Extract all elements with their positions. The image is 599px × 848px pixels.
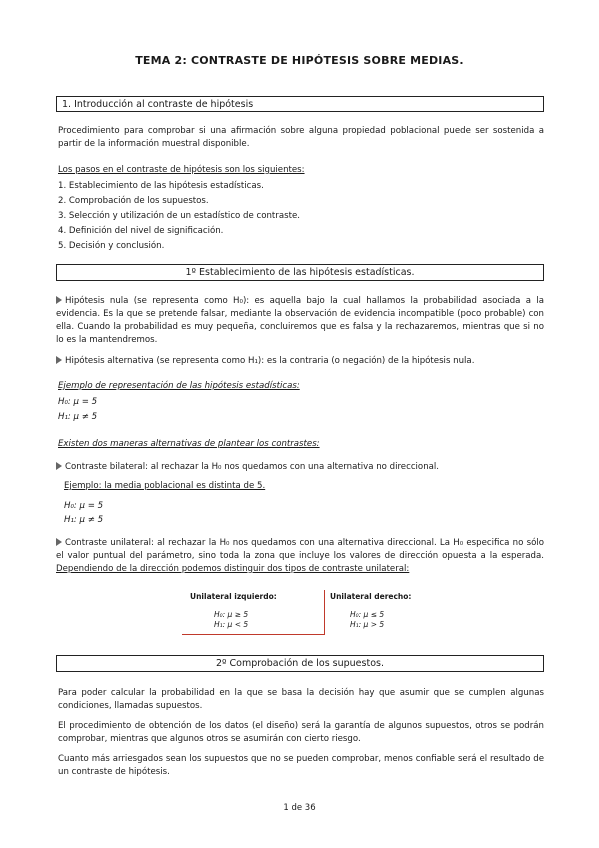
step-item: 5. Decisión y conclusión. [58,241,165,251]
h1-paragraph [56,355,544,368]
h1-text: Hipótesis alternativa (se representa como H₁): es la contraria (o negación) de la hipótesis nula. [65,356,475,366]
example-h1: H₁: μ ≠ 5 [58,412,98,422]
unilateral-left-h0: H₀: μ ≥ 5 [214,610,249,619]
unilateral-left-panel [182,590,325,635]
ways-heading: Existen dos maneras alternativas de plantear los contrastes: [58,439,320,449]
page-number: 1 de 36 [283,803,316,813]
triangle-bullet-icon [56,356,62,364]
triangle-bullet-icon [56,538,62,546]
unilateral-text: Contraste unilateral: al rechazar la H₀ nos quedamos con una alternativa direccional. La H₀ especifica no sólo el valor puntual del parámetro, sino toda la zona que incluye los valores de dirección opuesta a la esperada. [56,538,544,561]
bilateral-h0: H₀: μ = 5 [64,501,104,511]
bilateral-h1: H₁: μ ≠ 5 [64,515,104,525]
steps-heading: Los pasos en el contraste de hipótesis son los siguientes: [58,165,305,175]
step-item: 1. Establecimiento de las hipótesis estadísticas. [58,181,264,191]
example-heading: Ejemplo de representación de las hipótesis estadísticas: [58,381,300,391]
step-item: 3. Selección y utilización de un estadístico de contraste. [58,211,300,221]
section-heading-assumptions: 2º Comprobación de los supuestos. [56,655,544,672]
bilateral-paragraph [56,461,544,474]
unilateral-right-h1: H₁: μ > 5 [350,620,385,629]
bilateral-text: Contraste bilateral: al rechazar la H₀ nos quedamos con una alternativa no direccional. [65,462,440,472]
unilateral-right-panel [330,590,470,634]
triangle-bullet-icon [56,296,62,304]
unilateral-paragraph [56,537,544,576]
intro-paragraph: Procedimiento para comprobar si una afirmación sobre alguna propiedad poblacional puede ser sostenida a partir de la información muestral disponible. [58,126,544,149]
bilateral-example: Ejemplo: la media poblacional es distinta de 5. [64,481,266,491]
assumptions-paragraph-3: Cuanto más arriesgados sean los supuestos que no se pueden comprobar, menos confiable será el resultado de un contraste de hipótesis. [58,754,544,777]
triangle-bullet-icon [56,462,62,470]
step-item: 4. Definición del nivel de significación. [58,226,224,236]
unilateral-text-underlined: Dependiendo de la dirección podemos distinguir dos tipos de contraste unilateral: [56,564,410,574]
section-heading-hypotheses: 1º Establecimiento de las hipótesis estadísticas. [56,264,544,281]
section-heading-intro: 1. Introducción al contraste de hipótesis [56,96,544,112]
h0-paragraph [56,295,544,347]
unilateral-right-title: Unilateral derecho: [330,592,412,601]
step-item: 2. Comprobación de los supuestos. [58,196,209,206]
unilateral-right-h0: H₀: μ ≤ 5 [350,610,385,619]
document-title: TEMA 2: CONTRASTE DE HIPÓTESIS SOBRE MEDIAS. [135,54,464,67]
assumptions-paragraph-1: Para poder calcular la probabilidad en la que se basa la decisión hay que asumir que se cumplen algunas condiciones, llamadas supuestos. [58,688,544,711]
unilateral-left-h1: H₁: μ < 5 [214,620,249,629]
assumptions-paragraph-2: El procedimiento de obtención de los datos (el diseño) será la garantía de algunos supuestos, otros se podrán comprobar, mientras que algunos otros se asumirán con cierto riesgo. [58,721,544,744]
unilateral-left-title: Unilateral izquierdo: [190,592,277,601]
steps-list [58,180,544,253]
h0-text: Hipótesis nula (se representa como H₀): es aquella bajo la cual hallamos la probabilidad asociada a la evidencia. Es la que se pretende falsar, mediante la observación de evidencia incompatible (poco probable) con ella. Cuando la probabilidad es muy pequeña, concluiremos que es falsa y la rechazaremos, mientras que si no lo es la mantendremos. [56,296,544,345]
example-h0: H₀: μ = 5 [58,397,98,407]
